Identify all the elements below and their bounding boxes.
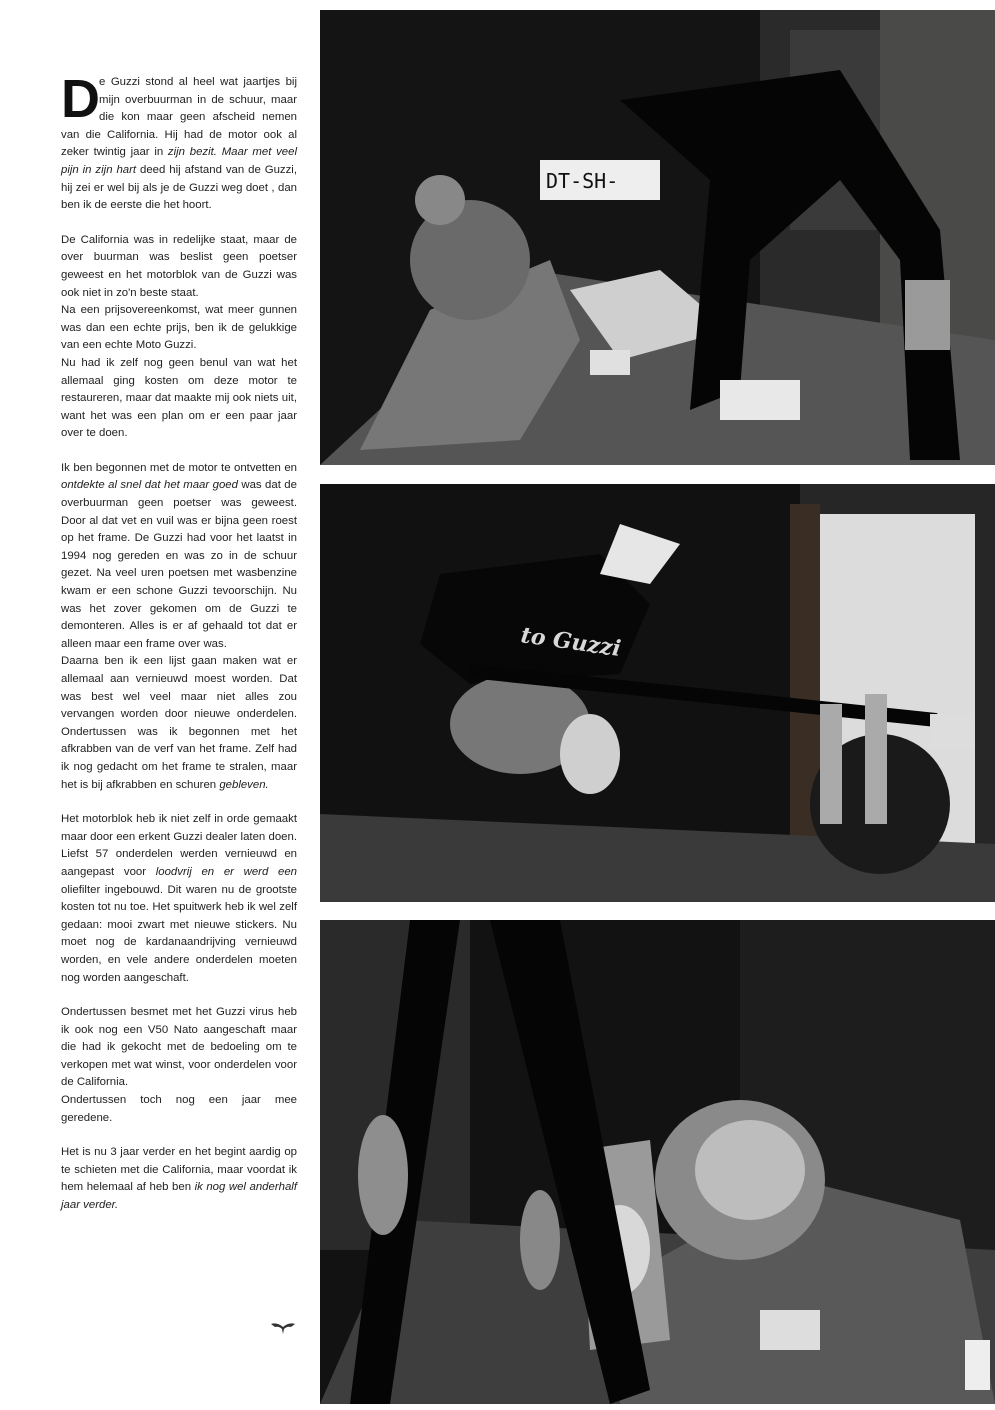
- drop-cap: D: [61, 69, 100, 129]
- paragraph-4: Nu had ik zelf nog geen benul van wat het allemaal ging kosten om deze motor te restaureren, maar dat maakte mij ook niets uit, want het was een plan om er een paar jaar over te doen.: [61, 356, 297, 440]
- p6-text-a: Daarna ben ik een lijst gaan maken wat er allemaal aan vernieuwd moest worden. Dat was best wel veel maar niet alles zou vervangen worden door nieuwe onderdelen. Ondertussen was ik begonnen met het afkrabben van de verf van het frame. Zelf had ik nog gedacht om het frame te stralen, maar het is bij afkrabben en schuren: [61, 655, 297, 791]
- p5-text-c: was dat de overbuurman geen poetser was geweest. Door al dat vet en vuil was er bijna geen roest op het frame. De Guzzi had voor het laatst in 1994 nog gereden en was zo in de schuur gezet. Na veel uren poetsen met wasbenzine kwam er een schone Guzzi tevoorschijn. Nu was het zover gekomen om de Guzzi te demonteren. Alles is er af gehaald tot dat er alleen maar een frame over was.: [61, 479, 297, 650]
- photo-painted-bike: [320, 484, 995, 902]
- paragraph-7: [61, 811, 297, 987]
- photo-frame-workshop: [320, 10, 995, 465]
- paragraph-8: Ondertussen besmet met het Guzzi virus heb ik ook nog een V50 Nato aangeschaft maar die had ik gekocht met de bedoeling om te verkopen met wat winst, voor onderdelen voor de California.: [61, 1006, 297, 1089]
- p10-text-b: ik nog wel anderhalf jaar verder.: [61, 1181, 297, 1212]
- p7-text-a: Het motorblok heb ik niet zelf in orde gemaakt maar door een erkent Guzzi dealer laten doen. Liefst 57 onderdelen werden vernieuwd en aangepast voor: [61, 813, 297, 878]
- p5-text-a: Ik ben begonnen met de motor te ontvetten en: [61, 461, 297, 474]
- tank-logo: to Guzzi: [519, 622, 623, 662]
- paragraph-1: [61, 69, 298, 215]
- p1-text-b: zijn bezit. Maar met veel pijn in zijn hart: [61, 146, 297, 176]
- photo-frame-with-engine: [320, 920, 995, 1404]
- p6-text-b: gebleven.: [219, 778, 269, 791]
- p1-text-c: deed hij afstand van de Guzzi, hij zei er wel bij als je de Guzzi weg doet , dan ben ik de eerste die het hoort.: [61, 163, 298, 212]
- p5-text-b: ontdekte al snel dat het maar goed: [61, 479, 238, 492]
- p1-text-a: e Guzzi stond al heel wat jaartjes bij mijn overbuurman in de schuur, maar die kon maar geen afscheid nemen van die California. Hij had de motor ook al zeker twintig jaar in: [61, 76, 297, 159]
- eagle-end-mark-icon: [270, 1321, 296, 1335]
- article-text: [61, 69, 298, 1232]
- paragraph-9: Ondertussen toch nog een jaar mee geredene.: [61, 1094, 297, 1124]
- paragraph-3: Na een prijsovereenkomst, wat meer gunnen was dan een echte prijs, ben ik de gelukkige van een echte Moto Guzzi.: [61, 304, 297, 352]
- paragraph-6: [61, 653, 297, 794]
- p7-text-b: loodvrij en er werd een: [155, 865, 297, 878]
- p10-text-a: Het is nu 3 jaar verder en het begint aardig op te schieten met die California, maar voordat ik hem helemaal af heb ben: [61, 1146, 297, 1194]
- paragraph-2: De California was in redelijke staat, maar de over buurman was beslist geen poetser geweest en het motorblok van de Guzzi was ook niet in zo'n beste staat.: [61, 233, 297, 299]
- p7-text-c: oliefilter ingebouwd. Dit waren nu de grootste kosten tot nu toe. Het spuitwerk heb ik wel zelf gedaan: mooi zwart met nieuwe stickers. Nu moet nog de kardanaandrijving vernieuwd worden, en vele andere onderdelen moeten nog worden aangeschaft.: [61, 883, 297, 984]
- paragraph-10: [61, 1144, 297, 1214]
- license-plate: DT-SH-: [546, 169, 619, 193]
- paragraph-5: [61, 460, 297, 654]
